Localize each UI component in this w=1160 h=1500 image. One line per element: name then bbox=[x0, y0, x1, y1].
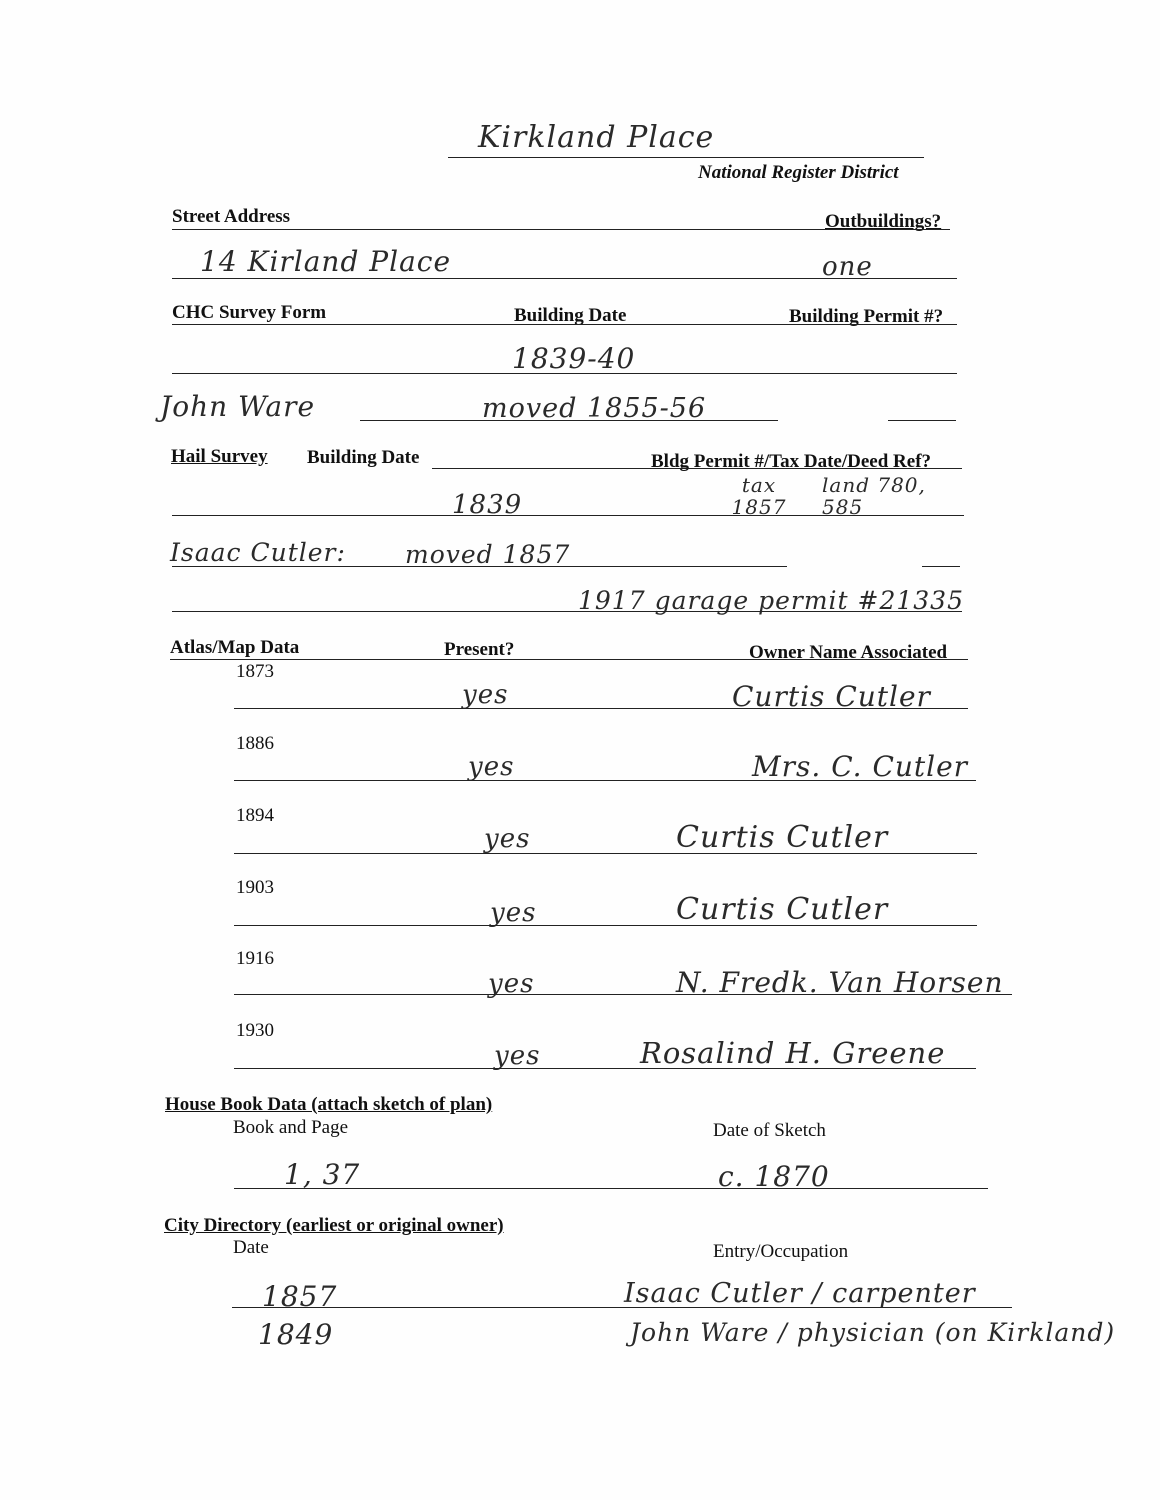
chc-owner-value[interactable]: John Ware bbox=[160, 390, 316, 423]
address-header-rule bbox=[172, 229, 950, 230]
atlas-present[interactable]: yes bbox=[490, 898, 537, 928]
city-directory-date-label: Date bbox=[233, 1237, 269, 1258]
chc-header-rule bbox=[172, 324, 957, 325]
hail-owner-rule-right bbox=[922, 566, 960, 567]
city-directory-date[interactable]: 1857 bbox=[262, 1280, 338, 1313]
hail-moved-value[interactable]: moved 1857 bbox=[405, 540, 571, 569]
atlas-owner[interactable]: N. Fredk. Van Horsen bbox=[676, 966, 1004, 999]
city-directory-entry[interactable]: Isaac Cutler / carpenter bbox=[624, 1278, 976, 1309]
atlas-row-rule bbox=[234, 780, 976, 781]
book-and-page-value[interactable]: 1, 37 bbox=[284, 1158, 361, 1191]
city-directory-entry-label: Entry/Occupation bbox=[713, 1241, 849, 1262]
city-directory-title: City Directory (earliest or original owner) bbox=[164, 1215, 504, 1236]
city-directory-rule bbox=[232, 1307, 1012, 1308]
chc-building-date-label: Building Date bbox=[514, 305, 627, 326]
address-value-rule bbox=[172, 278, 957, 279]
chc-building-permit-label: Building Permit #? bbox=[789, 306, 944, 327]
atlas-present[interactable]: yes bbox=[468, 752, 515, 782]
atlas-year: 1916 bbox=[236, 948, 274, 969]
atlas-owner[interactable]: Curtis Cutler bbox=[732, 680, 931, 713]
hail-owner-rule bbox=[172, 566, 787, 567]
hail-building-date-label: Building Date bbox=[307, 447, 420, 468]
atlas-row-rule bbox=[234, 708, 968, 709]
atlas-year: 1886 bbox=[236, 733, 274, 754]
date-of-sketch-value[interactable]: c. 1870 bbox=[718, 1160, 830, 1193]
district-label: National Register District bbox=[698, 162, 899, 183]
date-of-sketch-label: Date of Sketch bbox=[713, 1120, 826, 1141]
outbuildings-value[interactable]: one bbox=[822, 252, 873, 282]
atlas-owner[interactable]: Curtis Cutler bbox=[676, 892, 889, 927]
atlas-row-rule bbox=[234, 853, 977, 854]
chc-moved-value[interactable]: moved 1855-56 bbox=[482, 393, 707, 424]
hail-land-note[interactable]: land 780, 585 bbox=[822, 473, 926, 519]
book-and-page-label: Book and Page bbox=[233, 1117, 349, 1138]
hail-garage-value[interactable]: 1917 garage permit #21335 bbox=[578, 586, 964, 615]
atlas-year: 1903 bbox=[236, 877, 274, 898]
street-address-label: Street Address bbox=[172, 206, 291, 227]
atlas-header-rule bbox=[170, 659, 968, 660]
atlas-owner[interactable]: Mrs. C. Cutler bbox=[752, 750, 969, 783]
hail-owner-value[interactable]: Isaac Cutler: bbox=[170, 538, 346, 567]
street-address-value[interactable]: 14 Kirland Place bbox=[200, 245, 452, 278]
chc-building-date-value[interactable]: 1839-40 bbox=[512, 342, 636, 375]
chc-survey-label: CHC Survey Form bbox=[172, 302, 327, 323]
atlas-present[interactable]: yes bbox=[484, 824, 531, 854]
chc-owner-rule-right bbox=[888, 420, 956, 421]
chc-owner-rule bbox=[360, 420, 778, 421]
atlas-row-rule bbox=[234, 994, 1012, 995]
atlas-present-label: Present? bbox=[444, 639, 515, 660]
house-book-title: House Book Data (attach sketch of plan) bbox=[165, 1094, 493, 1115]
atlas-row-rule bbox=[234, 925, 977, 926]
atlas-present[interactable]: yes bbox=[462, 680, 509, 710]
hail-header-rule bbox=[432, 468, 962, 469]
city-directory-date[interactable]: 1849 bbox=[258, 1318, 334, 1351]
chc-date-rule bbox=[172, 373, 957, 374]
outbuildings-label: Outbuildings? bbox=[825, 211, 942, 232]
atlas-present[interactable]: yes bbox=[494, 1041, 541, 1071]
city-directory-entry[interactable]: John Ware / physician (on Kirkland) bbox=[630, 1318, 1116, 1347]
district-name: Kirkland Place bbox=[478, 120, 715, 155]
hail-garage-rule bbox=[172, 611, 962, 612]
house-book-rule bbox=[234, 1188, 988, 1189]
hail-tax-note[interactable]: tax 1857 bbox=[731, 473, 787, 519]
hail-building-date-value[interactable]: 1839 bbox=[452, 490, 523, 520]
hail-date-rule bbox=[172, 515, 964, 516]
atlas-owner[interactable]: Curtis Cutler bbox=[676, 820, 889, 855]
atlas-title: Atlas/Map Data bbox=[170, 637, 300, 658]
atlas-present[interactable]: yes bbox=[488, 969, 535, 999]
atlas-owner-label: Owner Name Associated bbox=[749, 642, 948, 663]
atlas-year: 1873 bbox=[236, 661, 274, 682]
hail-ref-label: Bldg Permit #/Tax Date/Deed Ref? bbox=[651, 451, 932, 472]
hail-survey-label: Hail Survey bbox=[171, 446, 268, 467]
atlas-year: 1894 bbox=[236, 805, 274, 826]
district-rule bbox=[448, 157, 924, 158]
atlas-year: 1930 bbox=[236, 1020, 274, 1041]
atlas-row-rule bbox=[234, 1068, 976, 1069]
atlas-owner[interactable]: Rosalind H. Greene bbox=[640, 1036, 946, 1070]
